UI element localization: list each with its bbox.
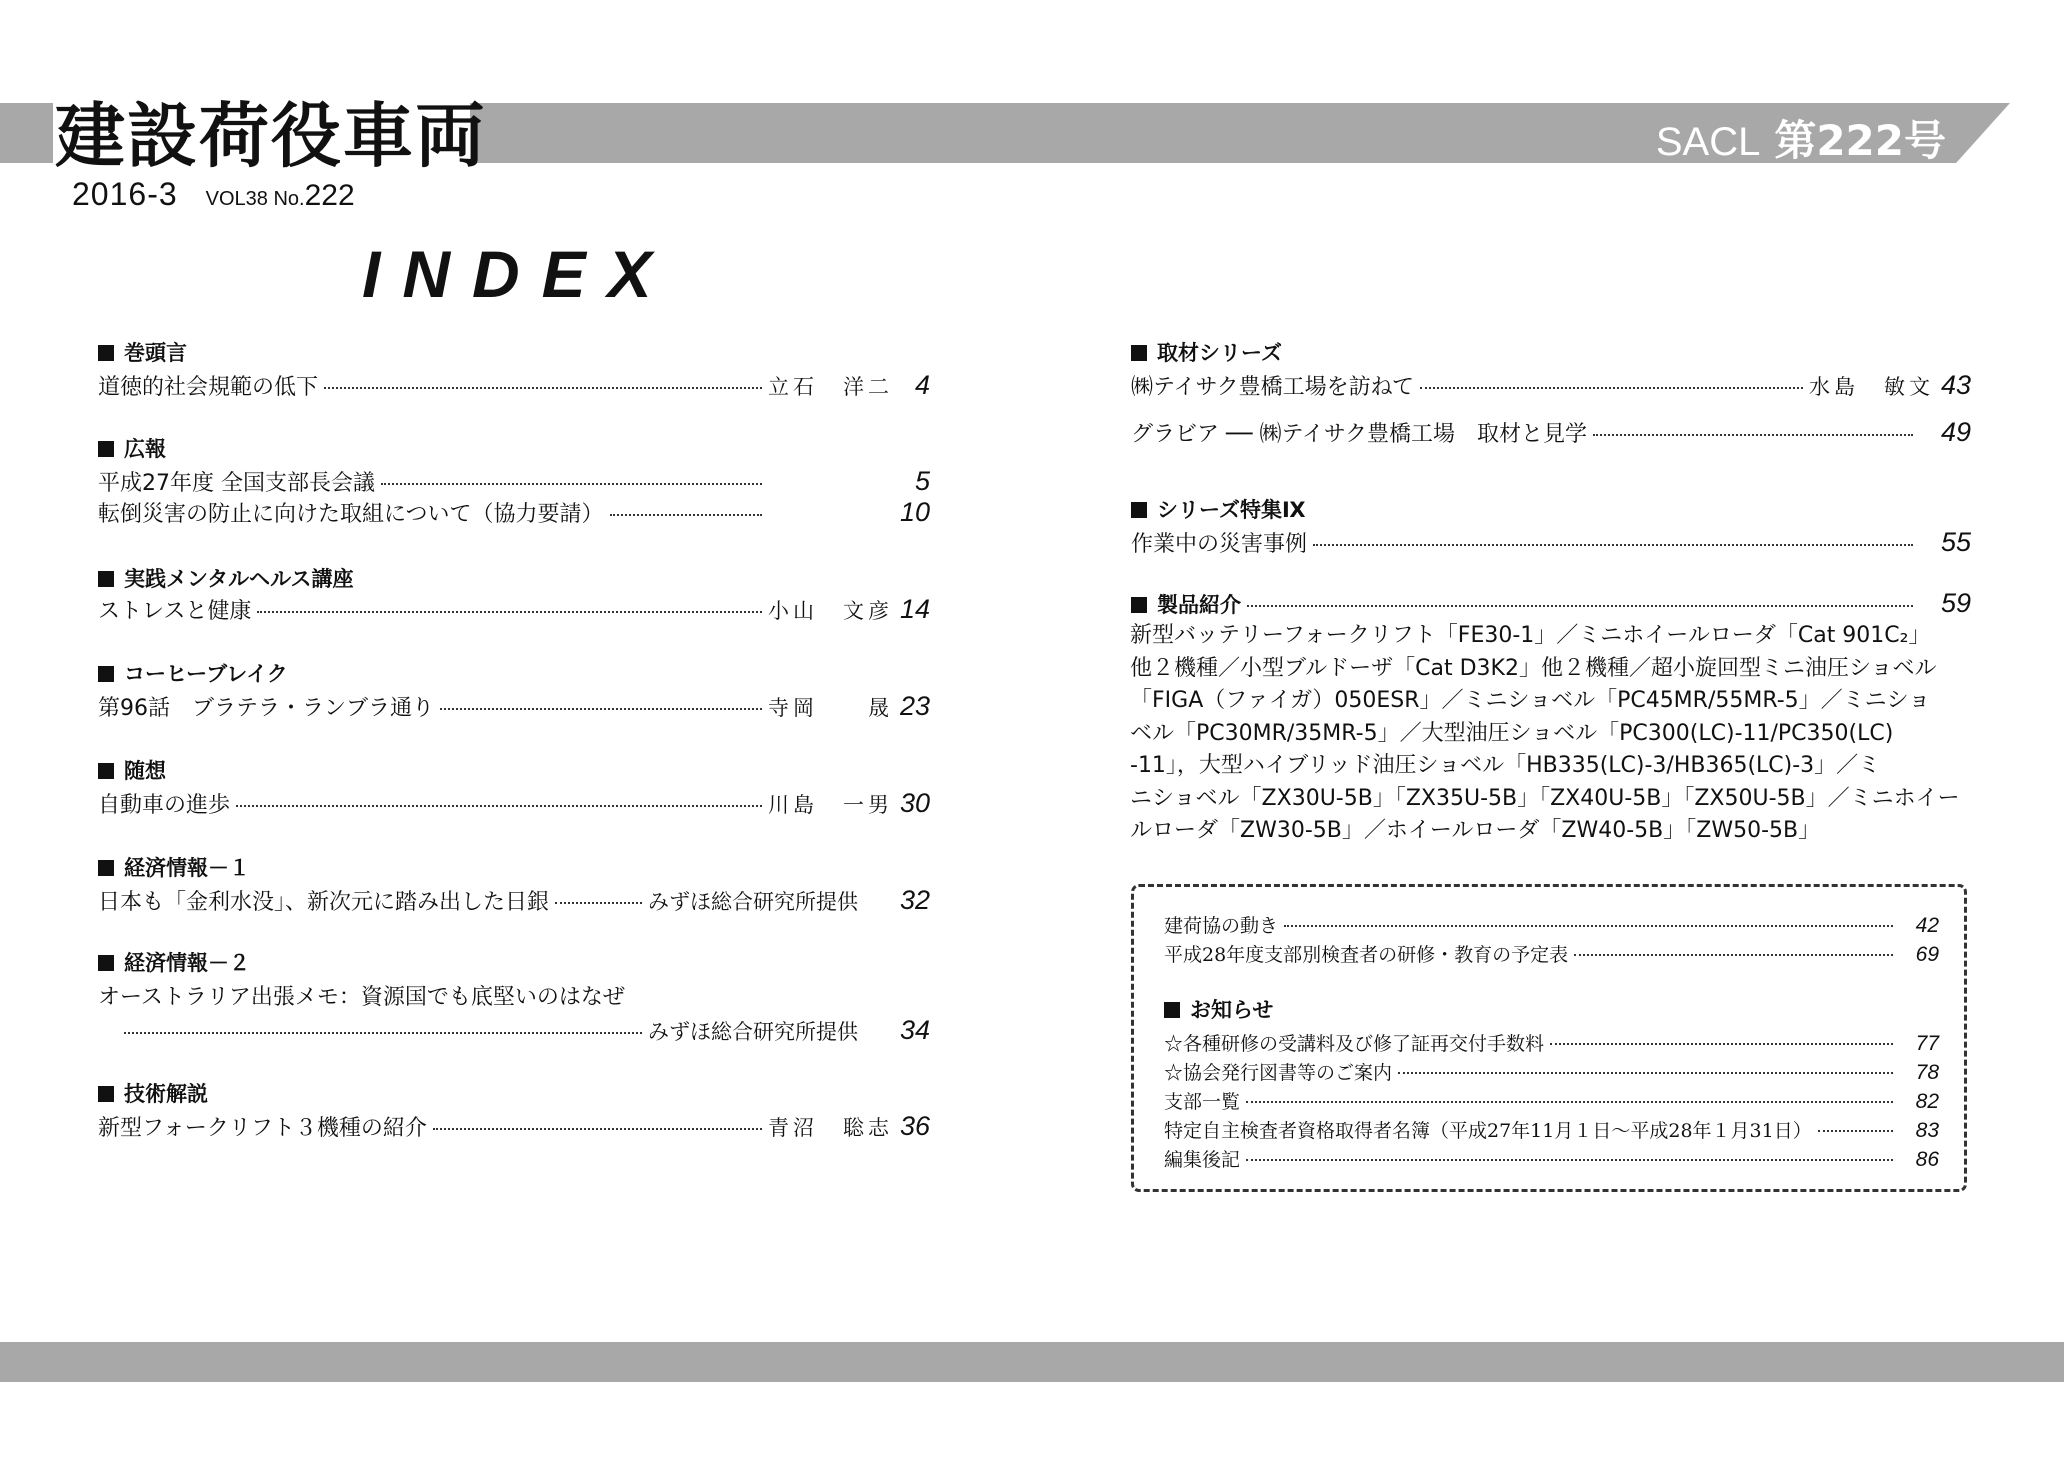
- toc-entry[interactable]: [98, 370, 930, 401]
- square-bullet-icon: [1164, 1002, 1180, 1018]
- leader-dots: [324, 387, 762, 389]
- leader-dots: [1284, 925, 1893, 927]
- product-line: ルローダ「ZW30-5B」／ホイールローダ「ZW40-5B」「ZW50-5B」: [1130, 818, 1821, 843]
- entry-title: 支部一覧: [1164, 1091, 1241, 1113]
- entry-title: 特定自主検査者資格取得者名簿（平成27年11月１日～平成28年１月31日）: [1164, 1120, 1812, 1142]
- entry-page: 78: [1915, 1061, 1939, 1084]
- entry-page: 82: [1915, 1090, 1939, 1113]
- entry-page: 23: [899, 691, 930, 721]
- entry-author: みずほ総合研究所提供: [648, 890, 858, 914]
- square-bullet-icon: [1131, 345, 1147, 361]
- entry-page: 36: [899, 1111, 930, 1141]
- entry-title: 新型フォークリフト３機種の紹介: [98, 1116, 427, 1141]
- entry-author: 小山 文彦: [768, 599, 893, 623]
- section-heading: 随想: [98, 755, 166, 785]
- toc-entry[interactable]: [98, 788, 930, 819]
- toc-entry[interactable]: [98, 1111, 930, 1142]
- box-entry[interactable]: [1164, 1087, 1939, 1114]
- toc-entry[interactable]: [98, 691, 930, 722]
- toc-entry[interactable]: [118, 1015, 930, 1046]
- entry-page: 77: [1915, 1032, 1939, 1055]
- leader-dots: [124, 1032, 642, 1034]
- box-entry[interactable]: [1164, 940, 1939, 967]
- leader-dots: [440, 708, 762, 710]
- box-entry[interactable]: [1164, 1116, 1939, 1143]
- box-entry[interactable]: [1164, 1058, 1939, 1085]
- toc-entry[interactable]: [1131, 527, 1971, 558]
- square-bullet-icon: [98, 345, 114, 361]
- entry-page: 69: [1915, 943, 1939, 966]
- section-heading: 広報: [98, 433, 166, 463]
- toc-entry[interactable]: [1131, 417, 1971, 448]
- square-bullet-icon: [98, 441, 114, 457]
- entry-page: 30: [899, 788, 930, 818]
- entry-page: 32: [899, 885, 930, 915]
- toc-entry[interactable]: [98, 885, 930, 916]
- box-entry[interactable]: [1164, 911, 1939, 938]
- entry-page: 86: [1915, 1148, 1939, 1171]
- section-heading: コーヒーブレイク: [98, 658, 288, 688]
- entry-title: ストレスと健康: [98, 599, 252, 624]
- square-bullet-icon: [98, 860, 114, 876]
- magazine-title: 建設荷役車両: [55, 95, 487, 177]
- entry-page: 4: [914, 370, 930, 400]
- square-bullet-icon: [1131, 597, 1147, 613]
- product-list: [1130, 620, 1970, 848]
- leader-dots: [1398, 1072, 1893, 1074]
- square-bullet-icon: [98, 763, 114, 779]
- entry-author: 水島 敏文: [1809, 375, 1934, 399]
- square-bullet-icon: [98, 1086, 114, 1102]
- entry-page: 49: [1940, 417, 1971, 447]
- footer-band: [0, 1342, 2064, 1382]
- entry-page: 5: [914, 466, 930, 496]
- volume-number: 222: [304, 179, 355, 212]
- square-bullet-icon: [98, 666, 114, 682]
- leader-dots: [1550, 1043, 1893, 1045]
- toc-entry[interactable]: [98, 466, 930, 497]
- entry-title: 編集後記: [1164, 1149, 1241, 1171]
- entry-page: 43: [1940, 370, 1971, 400]
- entry-author: 川島 一男: [768, 793, 893, 817]
- leader-dots: [1246, 1101, 1893, 1103]
- square-bullet-icon: [1131, 502, 1147, 518]
- square-bullet-icon: [98, 571, 114, 587]
- leader-dots: [433, 1128, 762, 1130]
- entry-page: 14: [899, 594, 930, 624]
- volume-label: [206, 179, 355, 213]
- leader-dots: [236, 805, 762, 807]
- entry-page: 34: [899, 1015, 930, 1045]
- product-line: ベル「PC30MR/35MR-5」／大型油圧ショベル「PC300(LC)-11/PC350(LC): [1130, 720, 1894, 746]
- product-line: 他２機種／小型ブルドーザ「Cat D3K2」他２機種／超小旋回型ミニ油圧ショベル: [1130, 655, 1937, 681]
- entry-title: グラビア ── ㈱テイサク豊橋工場 取材と見学: [1131, 422, 1588, 447]
- entry-title: 転倒災害の防止に向けた取組について（協力要請）: [98, 502, 604, 527]
- issue-label: 第222号: [1774, 116, 1946, 165]
- notice-box: [1131, 884, 1967, 1192]
- product-line: -11」，大型ハイブリッド油圧ショベル「HB335(LC)-3/HB365(LC)-3」／ミ: [1130, 753, 1881, 778]
- entry-title: 自動車の進歩: [98, 793, 231, 818]
- leader-dots: [1420, 387, 1803, 389]
- entry-title: ☆協会発行図書等のご案内: [1164, 1062, 1393, 1084]
- entry-title: ☆各種研修の受講料及び修了証再交付手数料: [1164, 1033, 1545, 1055]
- entry-page: 59: [1940, 588, 1971, 618]
- product-line: 新型バッテリーフォークリフト「FE30-1」／ミニホイールローダ「Cat 901C₂」: [1130, 623, 1931, 648]
- leader-dots: [1574, 954, 1893, 956]
- toc-entry[interactable]: [98, 497, 930, 528]
- entry-title: 作業中の災害事例: [1131, 532, 1308, 557]
- notice-heading: お知らせ: [1164, 994, 1273, 1024]
- section-heading: 経済情報－１: [98, 852, 250, 882]
- section-heading: 製品紹介: [1131, 589, 1241, 619]
- toc-entry[interactable]: [1131, 370, 1971, 401]
- leader-dots: [257, 611, 762, 613]
- box-entry[interactable]: [1164, 1145, 1939, 1172]
- index-title: INDEX: [362, 237, 674, 311]
- entry-page: 83: [1915, 1119, 1939, 1142]
- leader-dots: [1818, 1130, 1893, 1132]
- volume-prefix: VOL38 No.: [205, 188, 305, 210]
- entry-title: 建荷協の動き: [1164, 915, 1279, 937]
- entry-author: 立石 洋二: [768, 375, 893, 399]
- toc-entry[interactable]: [1131, 588, 1971, 619]
- section-heading: 巻頭言: [98, 337, 187, 367]
- leader-dots: [381, 483, 762, 485]
- entry-page: 10: [899, 497, 930, 527]
- product-line: ニショベル「ZX30U-5B」「ZX35U-5B」「ZX40U-5B」「ZX50U-5B」／ミニホイー: [1130, 785, 1960, 811]
- issue-date: 2016-3: [72, 176, 178, 212]
- org-code: SACL: [1655, 120, 1761, 164]
- leader-dots: [610, 514, 762, 516]
- toc-entry[interactable]: [98, 594, 930, 625]
- dateline: [72, 176, 355, 213]
- entry-author: 青沼 聡志: [768, 1116, 893, 1140]
- box-entry[interactable]: [1164, 1029, 1939, 1056]
- entry-title: 道徳的社会規範の低下: [98, 375, 319, 400]
- leader-dots: [1247, 605, 1913, 607]
- entry-title: オーストラリア出張メモ：資源国でも底堅いのはなぜ: [98, 985, 625, 1010]
- leader-dots: [555, 902, 642, 904]
- section-heading: 経済情報－２: [98, 947, 250, 977]
- section-heading: シリーズ特集Ⅸ: [1131, 494, 1305, 524]
- product-line: 「FIGA（ファイガ）050ESR」／ミニショベル「PC45MR/55MR-5」／ミニショ: [1130, 688, 1931, 713]
- entry-page: 55: [1940, 527, 1971, 557]
- entry-author: 寺岡 晟: [768, 696, 893, 720]
- section-heading: 取材シリーズ: [1131, 337, 1282, 367]
- leader-dots: [1313, 544, 1913, 546]
- header-band-left: [0, 103, 53, 163]
- square-bullet-icon: [98, 955, 114, 971]
- entry-author: みずほ総合研究所提供: [648, 1020, 858, 1044]
- entry-title: ㈱テイサク豊橋工場を訪ねて: [1131, 375, 1415, 400]
- leader-dots: [1593, 434, 1913, 436]
- section-heading: 実践メンタルヘルス講座: [98, 563, 354, 593]
- entry-title: 日本も「金利水没」、新次元に踏み出した日銀: [98, 890, 550, 915]
- leader-dots: [1246, 1159, 1893, 1161]
- entry-title: 平成27年度 全国支部長会議: [98, 471, 375, 496]
- entry-title-line[interactable]: [98, 980, 625, 1011]
- entry-title: 平成28年度支部別検査者の研修・教育の予定表: [1164, 944, 1569, 966]
- section-heading: 技術解説: [98, 1078, 208, 1108]
- entry-title: 第96話 ブラテラ・ランブラ通り: [98, 696, 434, 721]
- entry-page: 42: [1915, 914, 1939, 937]
- issue-badge: [1655, 108, 1946, 165]
